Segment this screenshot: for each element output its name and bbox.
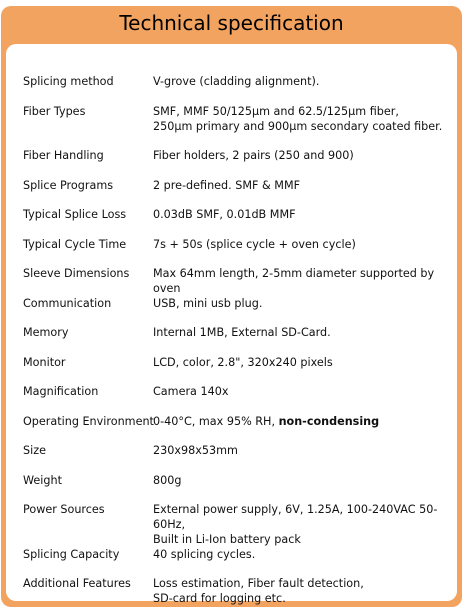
- spec-value: Loss estimation, Fiber fault detection, SD-card for logging etc.: [153, 577, 364, 605]
- spec-value: Camera 140x: [153, 385, 229, 398]
- spec-value: 40 splicing cycles.: [153, 548, 256, 561]
- spec-label: Additional Features: [23, 577, 131, 590]
- spec-value: V-grove (cladding alignment).: [153, 75, 320, 88]
- spec-value: Internal 1MB, External SD-Card.: [153, 326, 331, 339]
- spec-card: [1, 6, 462, 607]
- spec-label: Typical Cycle Time: [23, 238, 127, 251]
- spec-label: Splicing method: [23, 75, 114, 88]
- spec-label: Sleeve Dimensions: [23, 267, 130, 280]
- spec-label: Operating Environment: [23, 415, 154, 428]
- spec-label: Weight: [23, 474, 62, 487]
- spec-label: Power Sources: [23, 503, 105, 516]
- spec-value: 0.03dB SMF, 0.01dB MMF: [153, 208, 296, 221]
- spec-value: SMF, MMF 50/125µm and 62.5/125µm fiber, 250µm primary and 900µm secondary coated fiber.: [153, 105, 443, 133]
- page-title: Technical specification: [119, 11, 344, 35]
- spec-label: Size: [23, 444, 46, 457]
- spec-label: Typical Splice Loss: [23, 208, 127, 221]
- spec-label: Communication: [23, 297, 112, 310]
- spec-label: Fiber Handling: [23, 149, 104, 162]
- spec-label: Magnification: [23, 385, 99, 398]
- spec-value: [153, 414, 463, 429]
- spec-label: Splicing Capacity: [23, 548, 120, 561]
- spec-value-text: 0-40°C, max 95% RH,: [153, 415, 279, 428]
- spec-label: Monitor: [23, 356, 66, 369]
- spec-value: 2 pre-defined. SMF & MMF: [153, 179, 301, 192]
- spec-label: Splice Programs: [23, 179, 114, 192]
- spec-value: Fiber holders, 2 pairs (250 and 900): [153, 149, 354, 162]
- spec-value: LCD, color, 2.8", 320x240 pixels: [153, 356, 333, 369]
- spec-value: 800g: [153, 474, 182, 487]
- spec-value: External power supply, 6V, 1.25A, 100-240VAC 50-60Hz, Built in Li-Ion battery pack: [153, 503, 438, 546]
- spec-value: 230x98x53mm: [153, 444, 238, 457]
- spec-value-emphasis: non-condensing: [278, 415, 380, 428]
- spec-label: Memory: [23, 326, 69, 339]
- spec-panel: [6, 44, 457, 605]
- spec-value: USB, mini usb plug.: [153, 297, 263, 310]
- spec-label: Fiber Types: [23, 105, 86, 118]
- spec-value: 7s + 50s (splice cycle + oven cycle): [153, 238, 356, 251]
- spec-value: Max 64mm length, 2-5mm diameter supported by oven: [153, 267, 435, 295]
